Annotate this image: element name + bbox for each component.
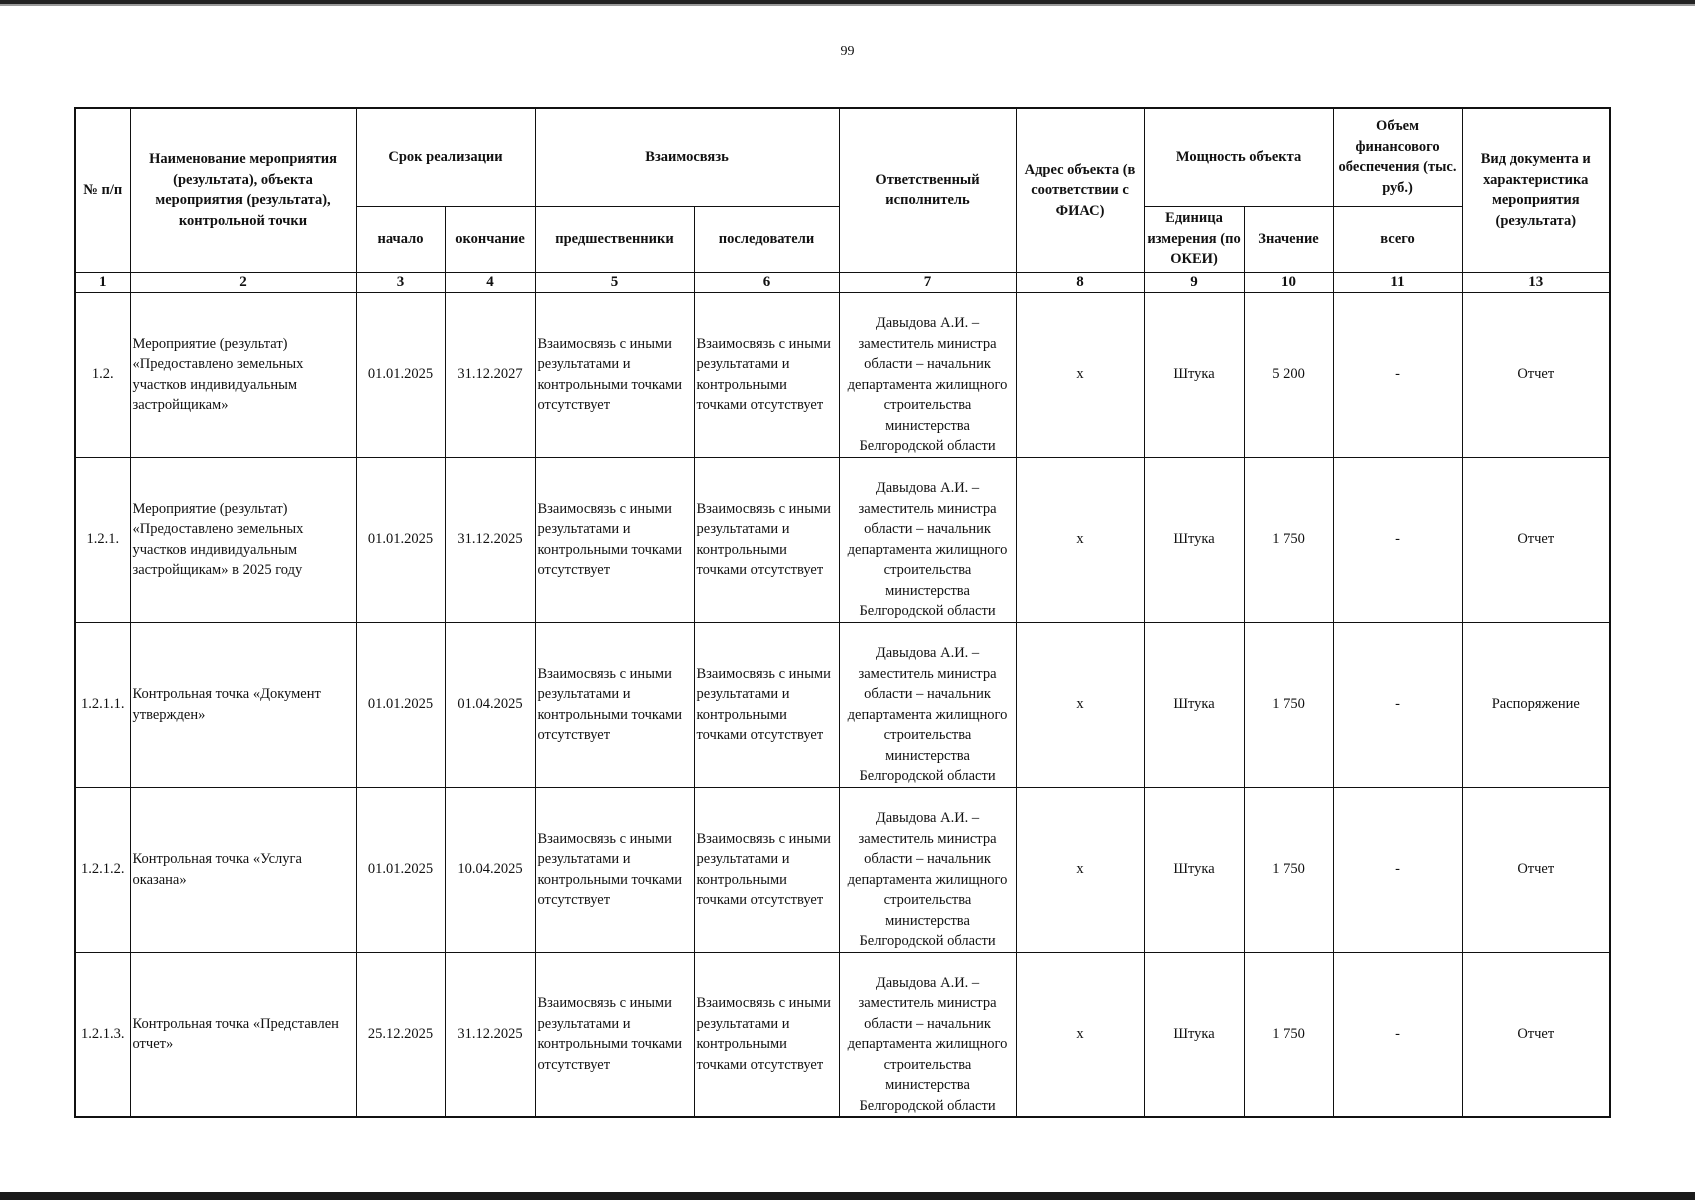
row-end: 31.12.2025: [445, 952, 535, 1117]
page-number: 99: [840, 44, 855, 59]
column-number: 4: [445, 272, 535, 292]
table-row: [75, 457, 1610, 622]
row-successors: Взаимосвязь с иными результатами и контрольными точками отсутствует: [694, 952, 839, 1117]
header-start: начало: [356, 206, 445, 272]
column-number: 1: [75, 272, 130, 292]
row-name: Мероприятие (результат) «Предоставлено земельных участков индивидуальным застройщикам»: [130, 292, 356, 457]
row-value: 1 750: [1244, 622, 1333, 787]
row-end: 01.04.2025: [445, 622, 535, 787]
header-unit: Единица измерения (по ОКЕИ): [1144, 206, 1244, 272]
row-total: -: [1333, 292, 1462, 457]
row-total: -: [1333, 787, 1462, 952]
header-name: Наименование мероприятия (результата), объекта мероприятия (результата), контрольной точки: [130, 108, 356, 272]
row-doc: Отчет: [1462, 292, 1610, 457]
column-number: 13: [1462, 272, 1610, 292]
row-doc: Распоряжение: [1462, 622, 1610, 787]
row-successors: Взаимосвязь с иными результатами и контрольными точками отсутствует: [694, 622, 839, 787]
row-unit: Штука: [1144, 952, 1244, 1117]
header-doc: Вид документа и характеристика мероприятия (результата): [1462, 108, 1610, 272]
row-successors: Взаимосвязь с иными результатами и контрольными точками отсутствует: [694, 787, 839, 952]
header-successors: последователи: [694, 206, 839, 272]
row-responsible: Давыдова А.И. – заместитель министра области – начальник департамента жилищного строительства министерства Белгородской области: [839, 457, 1016, 622]
row-unit: Штука: [1144, 457, 1244, 622]
row-value: 5 200: [1244, 292, 1333, 457]
column-number: 11: [1333, 272, 1462, 292]
table-row: [75, 787, 1610, 952]
table-row: [75, 292, 1610, 457]
column-number: 9: [1144, 272, 1244, 292]
row-start: 01.01.2025: [356, 622, 445, 787]
row-value: 1 750: [1244, 457, 1333, 622]
plan-table: [74, 107, 1611, 1118]
row-name: Контрольная точка «Представлен отчет»: [130, 952, 356, 1117]
column-number: 2: [130, 272, 356, 292]
row-start: 25.12.2025: [356, 952, 445, 1117]
row-responsible: Давыдова А.И. – заместитель министра области – начальник департамента жилищного строительства министерства Белгородской области: [839, 952, 1016, 1117]
row-unit: Штука: [1144, 622, 1244, 787]
row-name: Мероприятие (результат) «Предоставлено земельных участков индивидуальным застройщикам» в 2025 году: [130, 457, 356, 622]
row-end: 31.12.2027: [445, 292, 535, 457]
row-unit: Штука: [1144, 292, 1244, 457]
row-successors: Взаимосвязь с иными результатами и контрольными точками отсутствует: [694, 292, 839, 457]
row-doc: Отчет: [1462, 787, 1610, 952]
row-address: x: [1016, 952, 1144, 1117]
header-address: Адрес объекта (в соответствии с ФИАС): [1016, 108, 1144, 272]
column-number: 6: [694, 272, 839, 292]
header-finance: Объем финансового обеспечения (тыс. руб.): [1333, 108, 1462, 206]
row-address: x: [1016, 787, 1144, 952]
row-num: 1.2.1.: [75, 457, 130, 622]
row-value: 1 750: [1244, 952, 1333, 1117]
row-responsible: Давыдова А.И. – заместитель министра области – начальник департамента жилищного строительства министерства Белгородской области: [839, 622, 1016, 787]
header-num: № п/п: [75, 108, 130, 272]
column-number: 3: [356, 272, 445, 292]
row-successors: Взаимосвязь с иными результатами и контрольными точками отсутствует: [694, 457, 839, 622]
row-start: 01.01.2025: [356, 787, 445, 952]
table-row: [75, 622, 1610, 787]
row-start: 01.01.2025: [356, 457, 445, 622]
column-number: 8: [1016, 272, 1144, 292]
row-responsible: Давыдова А.И. – заместитель министра области – начальник департамента жилищного строительства министерства Белгородской области: [839, 787, 1016, 952]
header-capacity: Мощность объекта: [1144, 108, 1333, 206]
row-address: x: [1016, 457, 1144, 622]
header-value: Значение: [1244, 206, 1333, 272]
row-num: 1.2.1.1.: [75, 622, 130, 787]
row-doc: Отчет: [1462, 952, 1610, 1117]
column-number: 7: [839, 272, 1016, 292]
row-predecessors: Взаимосвязь с иными результатами и контрольными точками отсутствует: [535, 457, 694, 622]
header-period: Срок реализации: [356, 108, 535, 206]
row-predecessors: Взаимосвязь с иными результатами и контрольными точками отсутствует: [535, 787, 694, 952]
column-number: 5: [535, 272, 694, 292]
table-row: [75, 952, 1610, 1117]
row-address: x: [1016, 292, 1144, 457]
row-predecessors: Взаимосвязь с иными результатами и контрольными точками отсутствует: [535, 952, 694, 1117]
header-total: всего: [1333, 206, 1462, 272]
header-row-top: [75, 108, 1610, 206]
header-predecessors: предшественники: [535, 206, 694, 272]
row-doc: Отчет: [1462, 457, 1610, 622]
row-responsible: Давыдова А.И. – заместитель министра области – начальник департамента жилищного строительства министерства Белгородской области: [839, 292, 1016, 457]
row-value: 1 750: [1244, 787, 1333, 952]
scan-edge-bottom: [0, 1192, 1695, 1200]
row-start: 01.01.2025: [356, 292, 445, 457]
header-responsible: Ответственный исполнитель: [839, 108, 1016, 272]
row-total: -: [1333, 457, 1462, 622]
row-end: 31.12.2025: [445, 457, 535, 622]
row-name: Контрольная точка «Услуга оказана»: [130, 787, 356, 952]
row-num: 1.2.1.3.: [75, 952, 130, 1117]
row-unit: Штука: [1144, 787, 1244, 952]
row-predecessors: Взаимосвязь с иными результатами и контрольными точками отсутствует: [535, 622, 694, 787]
column-number-row: [75, 272, 1610, 292]
header-end: окончание: [445, 206, 535, 272]
row-total: -: [1333, 622, 1462, 787]
row-num: 1.2.: [75, 292, 130, 457]
row-total: -: [1333, 952, 1462, 1117]
row-predecessors: Взаимосвязь с иными результатами и контрольными точками отсутствует: [535, 292, 694, 457]
row-num: 1.2.1.2.: [75, 787, 130, 952]
header-relation: Взаимосвязь: [535, 108, 839, 206]
row-end: 10.04.2025: [445, 787, 535, 952]
row-name: Контрольная точка «Документ утвержден»: [130, 622, 356, 787]
row-address: x: [1016, 622, 1144, 787]
column-number: 10: [1244, 272, 1333, 292]
scan-edge-top-shadow: [0, 4, 1695, 6]
